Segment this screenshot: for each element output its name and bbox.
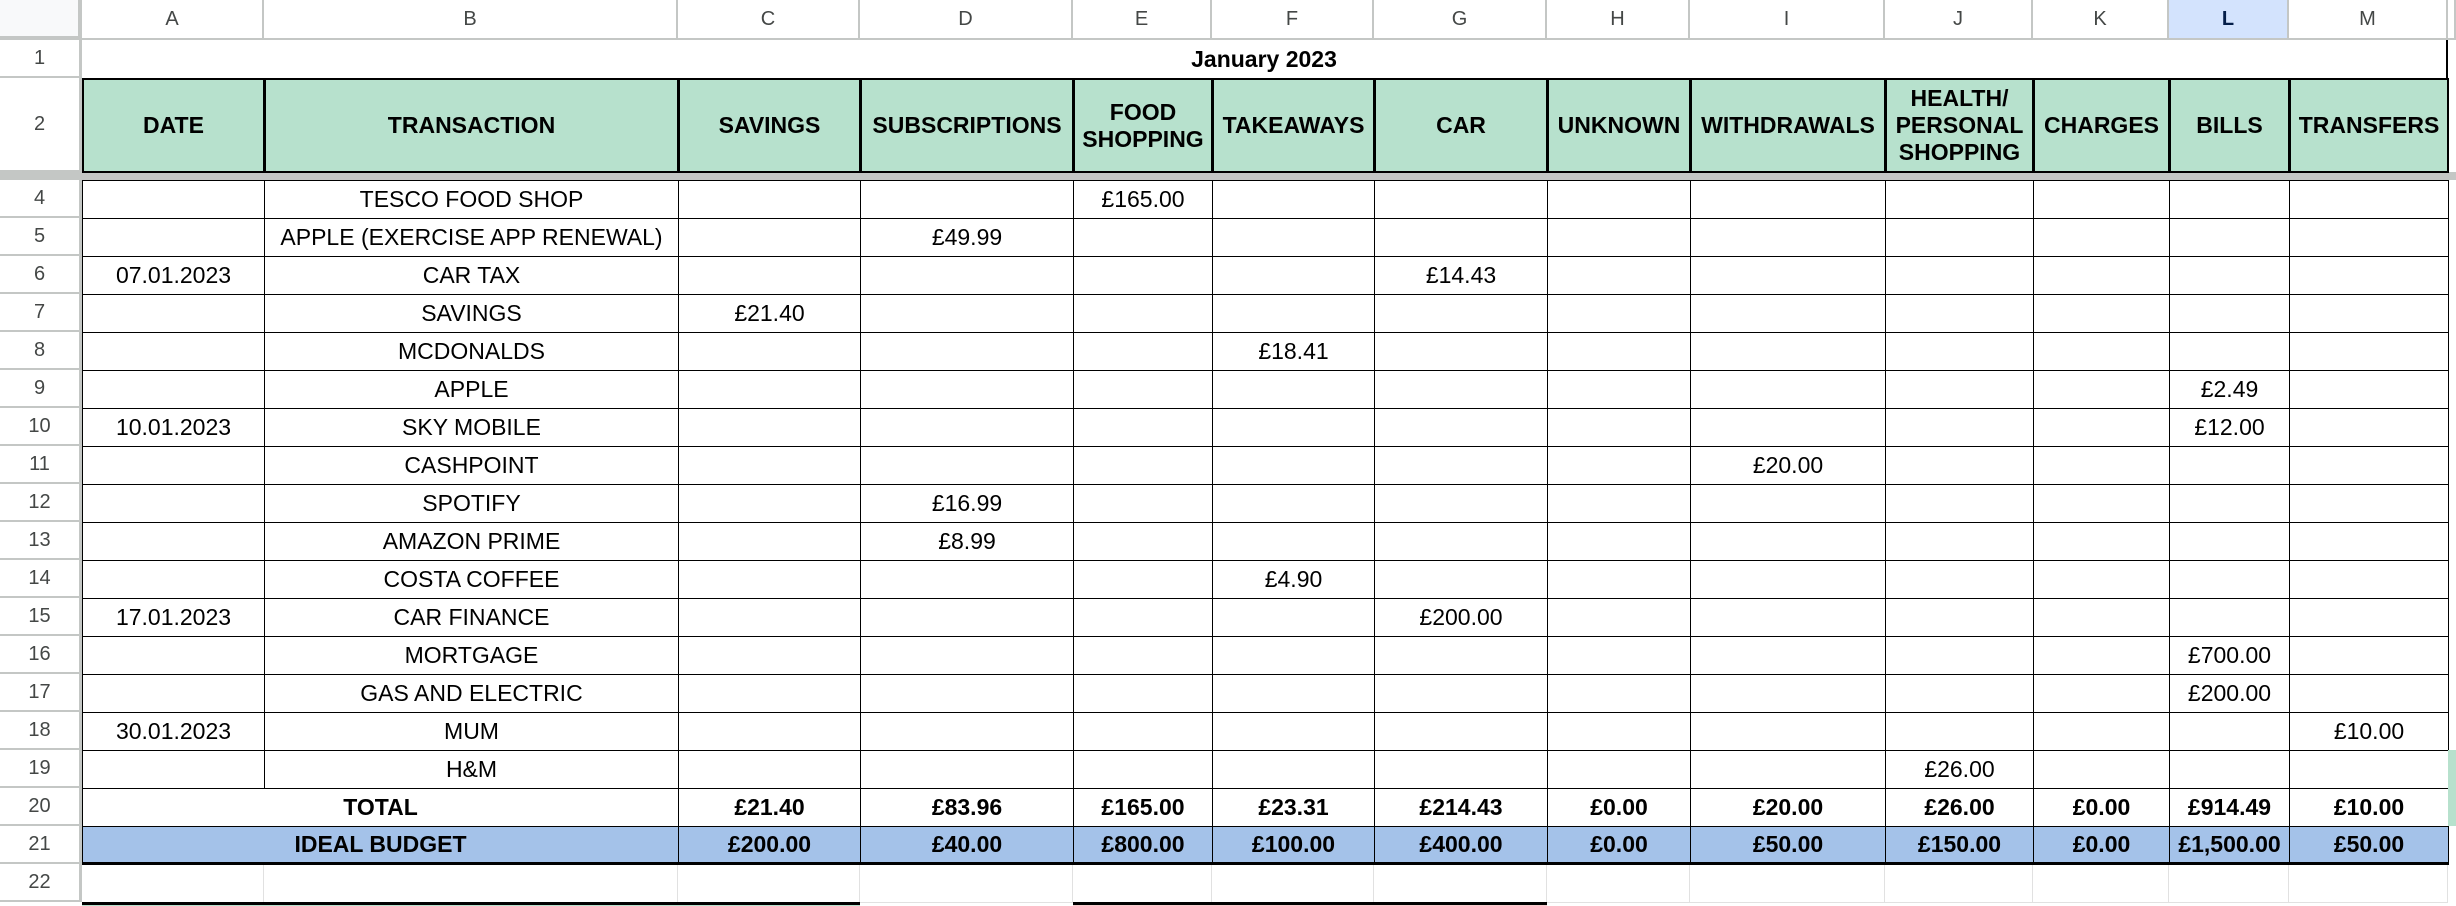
cell-k5[interactable] — [2033, 218, 2170, 257]
cell-a16[interactable] — [82, 636, 265, 675]
row-23-green-block — [82, 902, 860, 906]
total-withdrawals[interactable]: £20.00 — [1690, 788, 1886, 827]
cell-b16[interactable]: MORTGAGE — [264, 636, 679, 675]
row-header-10[interactable]: 10 — [0, 408, 82, 446]
cell-b13[interactable]: AMAZON PRIME — [264, 522, 679, 561]
row-header-1[interactable]: 1 — [0, 40, 82, 78]
budget-unknown[interactable]: £0.00 — [1547, 826, 1691, 865]
row-header-19[interactable]: 19 — [0, 750, 82, 788]
cell-m7[interactable] — [2289, 294, 2449, 333]
cell-a15[interactable]: 17.01.2023 — [82, 598, 265, 637]
row-header-14[interactable]: 14 — [0, 560, 82, 598]
column-title-car[interactable]: CAR — [1374, 78, 1548, 173]
cell-g16[interactable] — [1374, 636, 1548, 675]
budget-withdrawals[interactable]: £50.00 — [1690, 826, 1886, 865]
cell-l19[interactable] — [2169, 750, 2290, 789]
cell-m4[interactable] — [2289, 180, 2449, 219]
cell-b11[interactable]: CASHPOINT — [264, 446, 679, 485]
cell-i11[interactable]: £20.00 — [1690, 446, 1886, 485]
row-23-pink-block — [1073, 902, 1547, 906]
column-header-i[interactable]: I — [1690, 0, 1885, 40]
cell-i15[interactable] — [1690, 598, 1886, 637]
cell-k12[interactable] — [2033, 484, 2170, 523]
cell-j17[interactable] — [1885, 674, 2034, 713]
cell-l14[interactable] — [2169, 560, 2290, 599]
cell-j12[interactable] — [1885, 484, 2034, 523]
cell-i8[interactable] — [1690, 332, 1886, 371]
column-header-a[interactable]: A — [82, 0, 264, 40]
total-car[interactable]: £214.43 — [1374, 788, 1548, 827]
cell-l17[interactable]: £200.00 — [2169, 674, 2290, 713]
budget-subscriptions[interactable]: £40.00 — [860, 826, 1074, 865]
cell-e5[interactable] — [1073, 218, 1213, 257]
column-title-subscriptions[interactable]: SUBSCRIPTIONS — [860, 78, 1074, 173]
cell-f19[interactable] — [1212, 750, 1375, 789]
column-header-d[interactable]: D — [860, 0, 1073, 40]
column-header-h[interactable]: H — [1547, 0, 1690, 40]
cell-f15[interactable] — [1212, 598, 1375, 637]
cell-c9[interactable] — [678, 370, 861, 409]
cell-g10[interactable] — [1374, 408, 1548, 447]
cell-e19[interactable] — [1073, 750, 1213, 789]
cell-h22[interactable] — [1547, 865, 1690, 903]
cell-i7[interactable] — [1690, 294, 1886, 333]
cell-k18[interactable] — [2033, 712, 2170, 751]
cell-k22[interactable] — [2033, 865, 2169, 903]
cell-c14[interactable] — [678, 560, 861, 599]
column-title-bills[interactable]: BILLS — [2169, 78, 2290, 173]
cell-d19[interactable] — [860, 750, 1074, 789]
cell-l8[interactable] — [2169, 332, 2290, 371]
budget-health-personal-shopping[interactable]: £150.00 — [1885, 826, 2034, 865]
cell-c4[interactable] — [678, 180, 861, 219]
column-header-c[interactable]: C — [678, 0, 860, 40]
cell-h16[interactable] — [1547, 636, 1691, 675]
cell-b15[interactable]: CAR FINANCE — [264, 598, 679, 637]
row-header-6[interactable]: 6 — [0, 256, 82, 294]
cell-d16[interactable] — [860, 636, 1074, 675]
cell-i12[interactable] — [1690, 484, 1886, 523]
cell-g19[interactable] — [1374, 750, 1548, 789]
ideal-budget-label[interactable]: IDEAL BUDGET — [82, 826, 679, 865]
column-header-g[interactable]: G — [1374, 0, 1547, 40]
cell-g17[interactable] — [1374, 674, 1548, 713]
cell-i19[interactable] — [1690, 750, 1886, 789]
cell-i10[interactable] — [1690, 408, 1886, 447]
cell-b6[interactable]: CAR TAX — [264, 256, 679, 295]
cell-h10[interactable] — [1547, 408, 1691, 447]
cell-k10[interactable] — [2033, 408, 2170, 447]
cell-h17[interactable] — [1547, 674, 1691, 713]
cell-c18[interactable] — [678, 712, 861, 751]
row-header-21[interactable]: 21 — [0, 826, 82, 864]
cell-d12[interactable]: £16.99 — [860, 484, 1074, 523]
cell-e7[interactable] — [1073, 294, 1213, 333]
cell-f16[interactable] — [1212, 636, 1375, 675]
cell-d6[interactable] — [860, 256, 1074, 295]
cell-c11[interactable] — [678, 446, 861, 485]
cell-f13[interactable] — [1212, 522, 1375, 561]
cell-e18[interactable] — [1073, 712, 1213, 751]
total-charges[interactable]: £0.00 — [2033, 788, 2170, 827]
row-header-11[interactable]: 11 — [0, 446, 82, 484]
cell-a10[interactable]: 10.01.2023 — [82, 408, 265, 447]
cell-l22[interactable] — [2169, 865, 2289, 903]
cell-b17[interactable]: GAS AND ELECTRIC — [264, 674, 679, 713]
total-bills[interactable]: £914.49 — [2169, 788, 2290, 827]
cell-c6[interactable] — [678, 256, 861, 295]
cell-l12[interactable] — [2169, 484, 2290, 523]
cell-j14[interactable] — [1885, 560, 2034, 599]
cell-l18[interactable] — [2169, 712, 2290, 751]
cell-h15[interactable] — [1547, 598, 1691, 637]
cell-j19[interactable]: £26.00 — [1885, 750, 2034, 789]
cell-h11[interactable] — [1547, 446, 1691, 485]
row-header-9[interactable]: 9 — [0, 370, 82, 408]
cell-h19[interactable] — [1547, 750, 1691, 789]
cell-e13[interactable] — [1073, 522, 1213, 561]
cell-j7[interactable] — [1885, 294, 2034, 333]
column-title-food-shopping[interactable]: FOOD SHOPPING — [1073, 78, 1213, 173]
cell-b9[interactable]: APPLE — [264, 370, 679, 409]
column-header-b[interactable]: B — [264, 0, 678, 40]
cell-h12[interactable] — [1547, 484, 1691, 523]
cell-i14[interactable] — [1690, 560, 1886, 599]
cell-b14[interactable]: COSTA COFFEE — [264, 560, 679, 599]
cell-a12[interactable] — [82, 484, 265, 523]
cell-g5[interactable] — [1374, 218, 1548, 257]
cell-j13[interactable] — [1885, 522, 2034, 561]
column-n-green-sliver — [2448, 750, 2456, 826]
cell-b12[interactable]: SPOTIFY — [264, 484, 679, 523]
cell-g11[interactable] — [1374, 446, 1548, 485]
total-takeaways[interactable]: £23.31 — [1212, 788, 1375, 827]
cell-m5[interactable] — [2289, 218, 2449, 257]
cell-g6[interactable]: £14.43 — [1374, 256, 1548, 295]
cell-d13[interactable]: £8.99 — [860, 522, 1074, 561]
total-subscriptions[interactable]: £83.96 — [860, 788, 1074, 827]
cell-c12[interactable] — [678, 484, 861, 523]
cell-a11[interactable] — [82, 446, 265, 485]
cell-j18[interactable] — [1885, 712, 2034, 751]
cell-m17[interactable] — [2289, 674, 2449, 713]
cell-d8[interactable] — [860, 332, 1074, 371]
cell-c10[interactable] — [678, 408, 861, 447]
cell-c5[interactable] — [678, 218, 861, 257]
cell-k9[interactable] — [2033, 370, 2170, 409]
cell-c17[interactable] — [678, 674, 861, 713]
cell-e10[interactable] — [1073, 408, 1213, 447]
cell-m16[interactable] — [2289, 636, 2449, 675]
cell-c16[interactable] — [678, 636, 861, 675]
cell-m22[interactable] — [2289, 865, 2448, 903]
cell-l10[interactable]: £12.00 — [2169, 408, 2290, 447]
cell-k15[interactable] — [2033, 598, 2170, 637]
cell-g13[interactable] — [1374, 522, 1548, 561]
total-label[interactable]: TOTAL — [82, 788, 679, 827]
cell-l13[interactable] — [2169, 522, 2290, 561]
cell-h14[interactable] — [1547, 560, 1691, 599]
cell-i13[interactable] — [1690, 522, 1886, 561]
cell-f10[interactable] — [1212, 408, 1375, 447]
cell-e4[interactable]: £165.00 — [1073, 180, 1213, 219]
cell-g22[interactable] — [1374, 865, 1547, 903]
cell-h4[interactable] — [1547, 180, 1691, 219]
cell-a9[interactable] — [82, 370, 265, 409]
frozen-rows-divider[interactable] — [0, 172, 2456, 180]
cell-e12[interactable] — [1073, 484, 1213, 523]
cell-i18[interactable] — [1690, 712, 1886, 751]
budget-bills[interactable]: £1,500.00 — [2169, 826, 2290, 865]
cell-m12[interactable] — [2289, 484, 2449, 523]
cell-m9[interactable] — [2289, 370, 2449, 409]
cell-c22[interactable] — [678, 865, 860, 903]
cell-a4[interactable] — [82, 180, 265, 219]
sheet-title[interactable]: January 2023 — [82, 40, 2448, 78]
column-header-l[interactable]: L — [2169, 0, 2289, 40]
cell-c13[interactable] — [678, 522, 861, 561]
cell-e15[interactable] — [1073, 598, 1213, 637]
cell-c7[interactable]: £21.40 — [678, 294, 861, 333]
cell-k6[interactable] — [2033, 256, 2170, 295]
budget-charges[interactable]: £0.00 — [2033, 826, 2170, 865]
row-header-4[interactable]: 4 — [0, 180, 82, 218]
cell-e9[interactable] — [1073, 370, 1213, 409]
cell-g7[interactable] — [1374, 294, 1548, 333]
cell-d22[interactable] — [860, 865, 1073, 903]
total-unknown[interactable]: £0.00 — [1547, 788, 1691, 827]
cell-l9[interactable]: £2.49 — [2169, 370, 2290, 409]
cell-i5[interactable] — [1690, 218, 1886, 257]
cell-i6[interactable] — [1690, 256, 1886, 295]
cell-a18[interactable]: 30.01.2023 — [82, 712, 265, 751]
cell-a14[interactable] — [82, 560, 265, 599]
cell-i4[interactable] — [1690, 180, 1886, 219]
cell-b22[interactable] — [264, 865, 678, 903]
cell-m10[interactable] — [2289, 408, 2449, 447]
cell-j8[interactable] — [1885, 332, 2034, 371]
cell-l11[interactable] — [2169, 446, 2290, 485]
cell-d14[interactable] — [860, 560, 1074, 599]
cell-m18[interactable]: £10.00 — [2289, 712, 2449, 751]
cell-j6[interactable] — [1885, 256, 2034, 295]
row-header-18[interactable]: 18 — [0, 712, 82, 750]
cell-m19[interactable] — [2289, 750, 2449, 789]
cell-k14[interactable] — [2033, 560, 2170, 599]
cell-j9[interactable] — [1885, 370, 2034, 409]
cell-b10[interactable]: SKY MOBILE — [264, 408, 679, 447]
cell-e22[interactable] — [1073, 865, 1212, 903]
cell-a19[interactable] — [82, 750, 265, 789]
cell-c15[interactable] — [678, 598, 861, 637]
cell-j15[interactable] — [1885, 598, 2034, 637]
cell-f5[interactable] — [1212, 218, 1375, 257]
cell-b19[interactable]: H&M — [264, 750, 679, 789]
cell-l15[interactable] — [2169, 598, 2290, 637]
cell-c19[interactable] — [678, 750, 861, 789]
column-header-k[interactable]: K — [2033, 0, 2169, 40]
cell-f11[interactable] — [1212, 446, 1375, 485]
cell-e17[interactable] — [1073, 674, 1213, 713]
column-title-transfers[interactable]: TRANSFERS — [2289, 78, 2449, 173]
cell-f14[interactable]: £4.90 — [1212, 560, 1375, 599]
row-header-7[interactable]: 7 — [0, 294, 82, 332]
cell-e6[interactable] — [1073, 256, 1213, 295]
cell-b18[interactable]: MUM — [264, 712, 679, 751]
row-header-16[interactable]: 16 — [0, 636, 82, 674]
cell-d17[interactable] — [860, 674, 1074, 713]
cell-b5[interactable]: APPLE (EXERCISE APP RENEWAL) — [264, 218, 679, 257]
cell-h8[interactable] — [1547, 332, 1691, 371]
total-transfers[interactable]: £10.00 — [2289, 788, 2449, 827]
row-header-15[interactable]: 15 — [0, 598, 82, 636]
select-all-corner[interactable] — [0, 0, 82, 40]
column-title-charges[interactable]: CHARGES — [2033, 78, 2170, 173]
cell-k11[interactable] — [2033, 446, 2170, 485]
cell-a17[interactable] — [82, 674, 265, 713]
budget-transfers[interactable]: £50.00 — [2289, 826, 2449, 865]
column-title-unknown[interactable]: UNKNOWN — [1547, 78, 1691, 173]
row-header-2[interactable]: 2 — [0, 78, 82, 172]
cell-g8[interactable] — [1374, 332, 1548, 371]
cell-a22[interactable] — [82, 865, 264, 903]
cell-d7[interactable] — [860, 294, 1074, 333]
cell-h7[interactable] — [1547, 294, 1691, 333]
column-header-j[interactable]: J — [1885, 0, 2033, 40]
cell-j4[interactable] — [1885, 180, 2034, 219]
cell-i16[interactable] — [1690, 636, 1886, 675]
cell-j22[interactable] — [1885, 865, 2033, 903]
cell-m8[interactable] — [2289, 332, 2449, 371]
cell-h13[interactable] — [1547, 522, 1691, 561]
budget-savings[interactable]: £200.00 — [678, 826, 861, 865]
cell-j16[interactable] — [1885, 636, 2034, 675]
cell-f7[interactable] — [1212, 294, 1375, 333]
column-title-date[interactable]: DATE — [82, 78, 265, 173]
cell-f12[interactable] — [1212, 484, 1375, 523]
total-food-shopping[interactable]: £165.00 — [1073, 788, 1213, 827]
cell-k4[interactable] — [2033, 180, 2170, 219]
cell-d18[interactable] — [860, 712, 1074, 751]
cell-l4[interactable] — [2169, 180, 2290, 219]
column-header-f[interactable]: F — [1212, 0, 1374, 40]
cell-l16[interactable]: £700.00 — [2169, 636, 2290, 675]
cell-g12[interactable] — [1374, 484, 1548, 523]
cell-a5[interactable] — [82, 218, 265, 257]
cell-g18[interactable] — [1374, 712, 1548, 751]
row-header-20[interactable]: 20 — [0, 788, 82, 826]
cell-l5[interactable] — [2169, 218, 2290, 257]
cell-m6[interactable] — [2289, 256, 2449, 295]
cell-f9[interactable] — [1212, 370, 1375, 409]
cell-d15[interactable] — [860, 598, 1074, 637]
cell-d10[interactable] — [860, 408, 1074, 447]
cell-j5[interactable] — [1885, 218, 2034, 257]
column-title-takeaways[interactable]: TAKEAWAYS — [1212, 78, 1375, 173]
column-header-n[interactable] — [2448, 0, 2456, 40]
column-header-e[interactable]: E — [1073, 0, 1212, 40]
cell-k13[interactable] — [2033, 522, 2170, 561]
cell-m13[interactable] — [2289, 522, 2449, 561]
cell-b8[interactable]: MCDONALDS — [264, 332, 679, 371]
cell-f4[interactable] — [1212, 180, 1375, 219]
cell-a13[interactable] — [82, 522, 265, 561]
cell-g15[interactable]: £200.00 — [1374, 598, 1548, 637]
cell-k7[interactable] — [2033, 294, 2170, 333]
cell-m11[interactable] — [2289, 446, 2449, 485]
cell-l6[interactable] — [2169, 256, 2290, 295]
cell-f6[interactable] — [1212, 256, 1375, 295]
cell-e16[interactable] — [1073, 636, 1213, 675]
cell-c8[interactable] — [678, 332, 861, 371]
column-header-m[interactable]: M — [2289, 0, 2448, 40]
total-health-personal-shopping[interactable]: £26.00 — [1885, 788, 2034, 827]
cell-k8[interactable] — [2033, 332, 2170, 371]
total-savings[interactable]: £21.40 — [678, 788, 861, 827]
cell-i22[interactable] — [1690, 865, 1885, 903]
row-header-22[interactable]: 22 — [0, 864, 82, 902]
cell-i17[interactable] — [1690, 674, 1886, 713]
cell-d11[interactable] — [860, 446, 1074, 485]
cell-a7[interactable] — [82, 294, 265, 333]
cell-e8[interactable] — [1073, 332, 1213, 371]
cell-g4[interactable] — [1374, 180, 1548, 219]
budget-car[interactable]: £400.00 — [1374, 826, 1548, 865]
cell-m14[interactable] — [2289, 560, 2449, 599]
cell-h6[interactable] — [1547, 256, 1691, 295]
cell-f22[interactable] — [1212, 865, 1374, 903]
cell-b7[interactable]: SAVINGS — [264, 294, 679, 333]
cell-h18[interactable] — [1547, 712, 1691, 751]
cell-e11[interactable] — [1073, 446, 1213, 485]
row-header-8[interactable]: 8 — [0, 332, 82, 370]
cell-f18[interactable] — [1212, 712, 1375, 751]
column-title-savings[interactable]: SAVINGS — [678, 78, 861, 173]
cell-k19[interactable] — [2033, 750, 2170, 789]
cell-k17[interactable] — [2033, 674, 2170, 713]
cell-i9[interactable] — [1690, 370, 1886, 409]
column-title-transaction[interactable]: TRANSACTION — [264, 78, 679, 173]
cell-e14[interactable] — [1073, 560, 1213, 599]
cell-f17[interactable] — [1212, 674, 1375, 713]
cell-h5[interactable] — [1547, 218, 1691, 257]
cell-f8[interactable]: £18.41 — [1212, 332, 1375, 371]
budget-food-shopping[interactable]: £800.00 — [1073, 826, 1213, 865]
cell-h9[interactable] — [1547, 370, 1691, 409]
cell-d4[interactable] — [860, 180, 1074, 219]
cell-d5[interactable]: £49.99 — [860, 218, 1074, 257]
column-title-withdrawals[interactable]: WITHDRAWALS — [1690, 78, 1886, 173]
column-title-health-personal-shopping[interactable]: HEALTH/ PERSONAL SHOPPING — [1885, 78, 2034, 173]
cell-d9[interactable] — [860, 370, 1074, 409]
cell-g9[interactable] — [1374, 370, 1548, 409]
cell-k16[interactable] — [2033, 636, 2170, 675]
cell-l7[interactable] — [2169, 294, 2290, 333]
cell-g14[interactable] — [1374, 560, 1548, 599]
row-header-5[interactable]: 5 — [0, 218, 82, 256]
cell-j11[interactable] — [1885, 446, 2034, 485]
cell-b4[interactable]: TESCO FOOD SHOP — [264, 180, 679, 219]
row-header-17[interactable]: 17 — [0, 674, 82, 712]
row-header-13[interactable]: 13 — [0, 522, 82, 560]
cell-a6[interactable]: 07.01.2023 — [82, 256, 265, 295]
cell-m15[interactable] — [2289, 598, 2449, 637]
cell-a8[interactable] — [82, 332, 265, 371]
budget-takeaways[interactable]: £100.00 — [1212, 826, 1375, 865]
cell-j10[interactable] — [1885, 408, 2034, 447]
row-header-12[interactable]: 12 — [0, 484, 82, 522]
